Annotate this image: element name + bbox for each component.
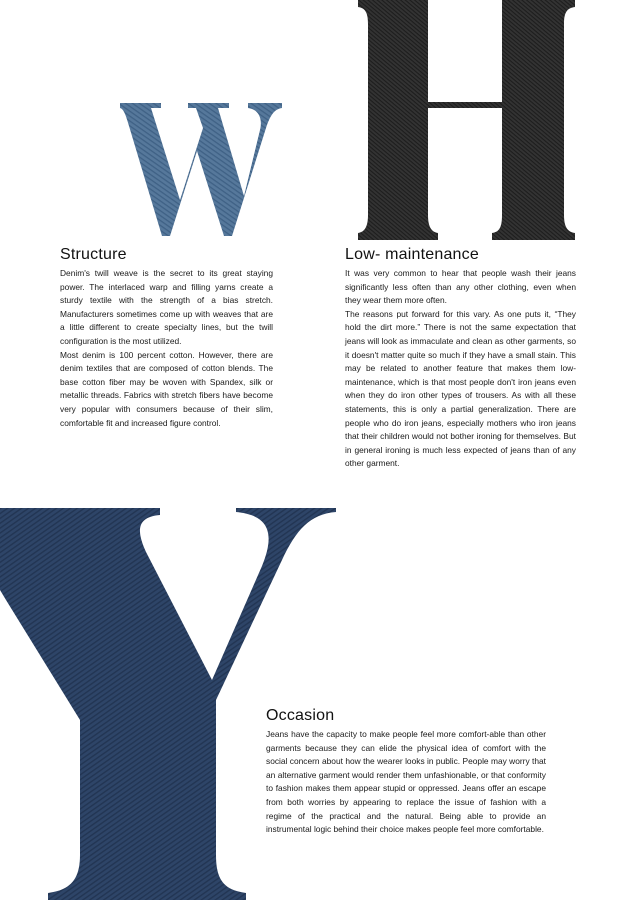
section-paragraph: Most denim is 100 percent cotton. However, there are denim textiles that are composed of cotton blends. The base cotton fiber may be woven with Spandex, silk or metallic threads. Fabrics with stretch fibers have become very popular with consumers because of their slim, comfortable fit and increased figure control.	[60, 349, 273, 428]
section-paragraph: The reasons put forward for this vary. As one puts it, “They hold the dirt more.” There is not the same expectation that jeans will look as immaculate and clean as other garments, so it doesn't matter quite so much if they have a small stain. This may be related to another feature that makes them low- maintenance, which is that most people don't iron jeans even when they do iron other types of trousers. As with all these statements, this is only a partial generalization. There are people who do iron jeans, especially mothers who iron jeans that their children would not bother ironing for themselves. But in general ironing is much less expected of jeans than of any other garment.	[345, 308, 576, 469]
section-title: Structure	[60, 246, 127, 263]
section-title: Low- maintenance	[345, 246, 479, 263]
section-title: Occasion	[266, 707, 335, 724]
letter-h	[358, 0, 575, 240]
section-paragraph: It was very common to hear that people wash their jeans significantly less often than any other clothing, even when they wear them more often.	[345, 268, 576, 306]
section-structure	[60, 246, 273, 430]
section-paragraph: Denim's twill weave is the secret to its great staying power. The interlaced warp and filling yarns create a sturdy textile with the strength of a bias stretch. Manufacturers sometimes come up with weaves that are a little different to create specialty lines, but the twill configuration is the most utilized.	[60, 268, 273, 346]
section-paragraph: Jeans have the capacity to make people feel more comfort-able than other garments because they can elide the physical idea of comfort with the social concern about how the wearer looks in public. People may worry that an alternative garment would render them unfashionable, or that conformity to fashion makes them appear stupid or oppressed. Jeans offer an escape from both worries by appearing to replace the issue of fashion with a regime of the practical and the natural. Being able to provide an instrumental logic behind their choice makes people feel more comfortable.	[266, 729, 546, 835]
letter-w	[120, 103, 282, 236]
letter-y	[0, 508, 336, 900]
section-occasion	[266, 707, 546, 837]
section-low-maintenance	[345, 246, 576, 471]
